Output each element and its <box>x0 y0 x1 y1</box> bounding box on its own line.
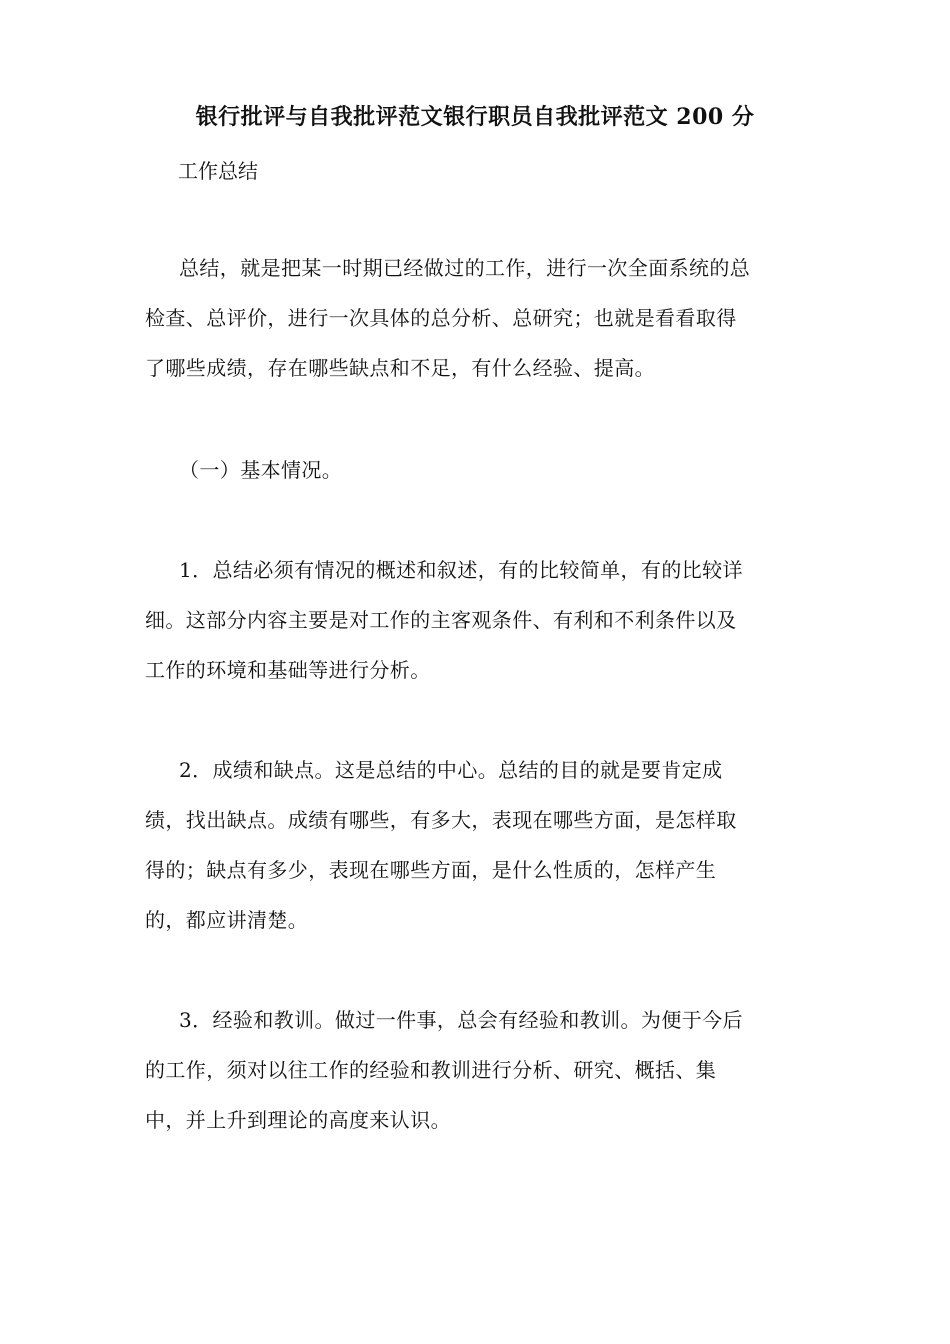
paragraph-line: 了哪些成绩，存在哪些缺点和不足，有什么经验、提高。 <box>145 356 655 380</box>
paragraph-item-1 <box>145 545 815 695</box>
paragraph-line: 工作的环境和基础等进行分析。 <box>145 658 431 682</box>
paragraph-item-3 <box>145 995 815 1145</box>
paragraph-line: 的，都应讲清楚。 <box>145 908 309 932</box>
paragraph-line: 1．总结必须有情况的概述和叙述，有的比较简单，有的比较详 <box>179 558 743 582</box>
paragraph-line: 中，并上升到理论的高度来认识。 <box>145 1108 451 1132</box>
document-subtitle: 工作总结 <box>178 159 258 183</box>
paragraph-line: 得的；缺点有多少，表现在哪些方面，是什么性质的，怎样产生 <box>145 858 717 882</box>
paragraph-item-2 <box>145 745 815 945</box>
document-title: 银行批评与自我批评范文银行职员自我批评范文 200 分 <box>195 104 755 130</box>
paragraph-line: 的工作，须对以往工作的经验和教训进行分析、研究、概括、集 <box>145 1058 717 1082</box>
paragraph-line: 3．经验和教训。做过一件事，总会有经验和教训。为便于今后 <box>179 1008 743 1032</box>
section-heading-line: （一）基本情况。 <box>179 458 343 482</box>
paragraph-summary-definition <box>145 243 815 393</box>
paragraph-line: 检查、总评价，进行一次具体的总分析、总研究；也就是看看取得 <box>145 306 737 330</box>
paragraph-line: 2．成绩和缺点。这是总结的中心。总结的目的就是要肯定成 <box>179 758 723 782</box>
paragraph-line: 绩，找出缺点。成绩有哪些，有多大，表现在哪些方面，是怎样取 <box>145 808 737 832</box>
paragraph-line: 总结，就是把某一时期已经做过的工作，进行一次全面系统的总 <box>179 256 751 280</box>
paragraph-line: 细。这部分内容主要是对工作的主客观条件、有利和不利条件以及 <box>145 608 737 632</box>
section-heading-basic-situation <box>145 445 815 495</box>
